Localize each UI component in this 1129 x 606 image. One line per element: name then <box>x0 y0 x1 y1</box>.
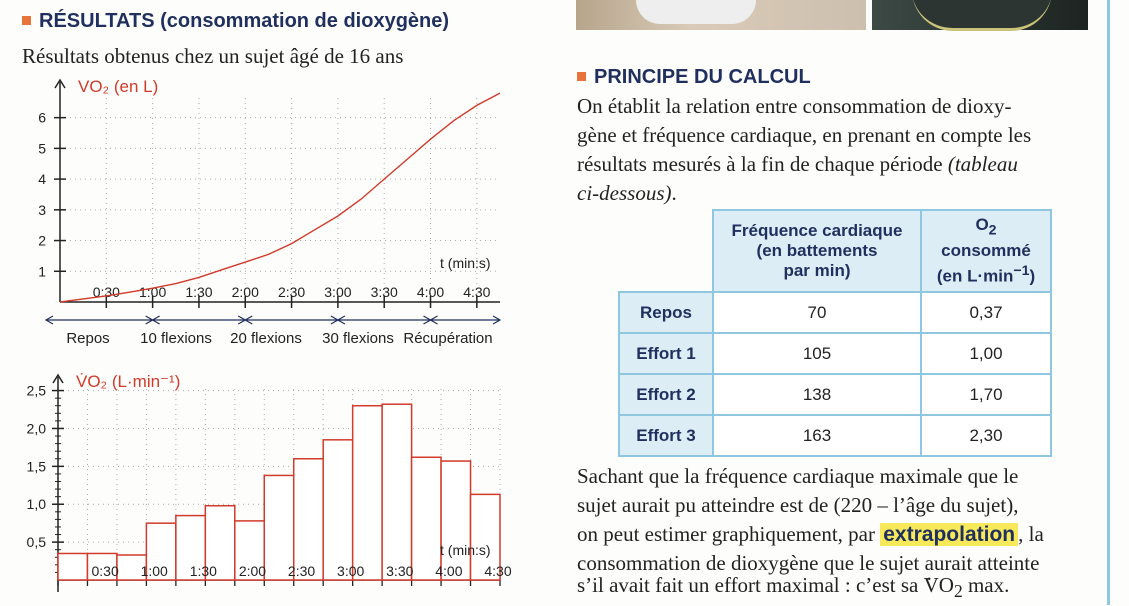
chart2-y-tick-label: 2,5 <box>26 382 46 399</box>
chart1-y-tick-label: 2 <box>38 232 46 249</box>
chart1-y-tick-label: 1 <box>38 263 46 280</box>
chart1-ylabel: VO₂ (en L) <box>78 77 159 96</box>
chart1-xlabel: t (min:s) <box>440 255 491 271</box>
extrapolation-highlight: extrapolation <box>880 523 1018 546</box>
header-heart-rate <box>713 210 921 292</box>
chart2-xlabel: t (min:s) <box>440 542 491 558</box>
chart2-y-tick-label: 0,5 <box>26 534 46 551</box>
chart2-x-tick-label: 2:00 <box>238 563 267 579</box>
cell-heart-rate: 138 <box>713 374 921 415</box>
header-heart-rate-l3: par min) <box>783 261 851 280</box>
cell-heart-rate: 163 <box>713 415 921 456</box>
chart1-x-tick-label: 3:30 <box>370 284 398 300</box>
chart2-bar <box>58 553 87 580</box>
vo2-sub: 2 <box>953 581 963 602</box>
chart2-bar <box>353 406 382 580</box>
vo2-cumulative-chart <box>0 70 540 350</box>
header-o2-close: ) <box>1029 266 1036 286</box>
row-label: Repos <box>619 292 713 333</box>
chart2-x-tick-label: 4:30 <box>484 563 512 579</box>
para2-line5-a: s’il avait fait un effort maximal : c’est sa <box>577 573 924 597</box>
header-heart-rate-l2: (en battements <box>756 241 878 260</box>
table-row <box>619 374 1051 415</box>
period-labels <box>0 312 540 352</box>
chart2-x-tick-label: 3:00 <box>337 563 365 579</box>
chart1-y-tick-label: 5 <box>38 140 46 157</box>
row-label: Effort 3 <box>619 415 713 456</box>
device-shape <box>912 0 1052 31</box>
header-heart-rate-l1: Fréquence cardiaque <box>731 221 903 240</box>
chart2-x-tick-label: 1:00 <box>140 563 168 579</box>
shoe-shape <box>636 0 756 24</box>
cell-heart-rate: 105 <box>713 333 921 374</box>
para2-line5 <box>577 571 1009 606</box>
table-row <box>619 292 1051 333</box>
para1-end: . <box>671 181 677 205</box>
table-header-row <box>619 210 1051 292</box>
table-corner <box>619 210 713 292</box>
chart1-series-line <box>60 93 500 302</box>
para2-line5-b: max. <box>962 573 1010 597</box>
chart1-x-tick-label: 4:30 <box>463 284 491 300</box>
period-label: 10 flexions <box>140 330 212 347</box>
chart1-x-tick-label: 0:30 <box>92 284 120 300</box>
period-label: Repos <box>66 330 110 347</box>
chart1-x-tick-label: 4:00 <box>416 284 445 300</box>
bullet-square-icon <box>22 16 31 25</box>
header-o2-l3-text: (en L·min <box>936 266 1014 286</box>
cell-o2: 0,37 <box>921 292 1051 333</box>
chart2-x-tick-label: 3:30 <box>386 563 414 579</box>
chart1-x-tick-label: 1:30 <box>185 284 213 300</box>
para2-line3-a: on peut estimer graphiquement, par <box>577 522 881 546</box>
chart2-bar <box>294 459 323 580</box>
para2-line2: sujet aurait pu atteindre est de (220 – l’âge du sujet), <box>577 493 1019 517</box>
header-o2-l2: consommé <box>941 240 1031 260</box>
para2-line3 <box>577 520 1044 549</box>
period-label: 20 flexions <box>230 330 302 347</box>
chart2-y-tick-label: 1,0 <box>26 496 46 513</box>
chart1-x-tick-label: 2:00 <box>231 284 259 300</box>
chart2-bar <box>323 440 352 580</box>
header-o2-l1 <box>930 215 1042 240</box>
para2-line3-b: , la <box>1018 522 1044 546</box>
cell-o2: 2,30 <box>921 415 1051 456</box>
chart2-x-tick-label: 1:30 <box>189 563 217 579</box>
vo2-symbol: . VO <box>924 573 954 597</box>
para1-line4 <box>577 179 677 208</box>
period-arrows <box>0 312 540 352</box>
chart2-y-tick-label: 2,0 <box>26 420 46 437</box>
chart2-x-tick-label: 0:30 <box>91 563 119 579</box>
para1-italic-b: ci-dessous) <box>577 181 672 205</box>
results-heading-rest: (consommation de dioxygène) <box>154 10 450 32</box>
header-o2-l3 <box>930 261 1042 287</box>
vo2-rate-chart <box>0 365 540 605</box>
page-edge-rule <box>1107 0 1110 605</box>
period-label: 30 flexions <box>322 330 394 347</box>
para1-line3-text: résultats mesurés à la fin de chaque période <box>577 152 943 176</box>
para1-line2: gène et fréquence cardiaque, en prenant en compte les <box>577 123 1032 147</box>
chart2-bar <box>412 457 441 580</box>
chart1-x-tick-label: 2:30 <box>277 284 306 300</box>
table-row <box>619 415 1051 456</box>
header-o2-o: O <box>975 215 989 235</box>
principle-heading <box>577 66 811 89</box>
chart1-y-tick-label: 3 <box>38 201 46 218</box>
bullet-square-icon <box>577 72 586 81</box>
chart1-y-tick-label: 4 <box>38 171 46 188</box>
para2-line1: Sachant que la fréquence cardiaque maximale que le <box>577 464 1019 488</box>
chart2-x-tick-label: 2:30 <box>287 563 316 579</box>
para2-line4: consommation de dioxygène que le sujet aurait atteinte <box>577 551 1040 575</box>
para1-italic-a: (tableau <box>947 152 1018 176</box>
table-row <box>619 333 1051 374</box>
chart2-ylabel: V̇O₂ (L·min⁻¹) <box>76 372 181 391</box>
row-label: Effort 2 <box>619 374 713 415</box>
period-label: Récupération <box>403 330 493 347</box>
chart2-x-tick-label: 4:00 <box>435 563 463 579</box>
chart2-bar <box>382 404 414 580</box>
results-heading-bold: RÉSULTATS <box>39 10 155 32</box>
chart1-x-tick-label: 1:00 <box>139 284 167 300</box>
chart1-y-tick-label: 6 <box>38 109 46 126</box>
para1-line3 <box>577 150 1018 179</box>
results-heading <box>22 10 449 33</box>
header-o2 <box>921 210 1051 292</box>
para1-line1: On établit la relation entre consommation de dioxy- <box>577 94 1012 118</box>
header-o2-sub: 2 <box>988 222 997 239</box>
chart2-y-tick-label: 1,5 <box>26 458 46 475</box>
shoe-photo <box>576 0 866 30</box>
results-table <box>618 209 1052 457</box>
cell-o2: 1,00 <box>921 333 1051 374</box>
device-photo <box>872 0 1088 30</box>
row-label: Effort 1 <box>619 333 713 374</box>
header-o2-sup: −1 <box>1013 262 1030 279</box>
chart1-x-tick-label: 3:00 <box>324 284 352 300</box>
cell-heart-rate: 70 <box>713 292 921 333</box>
principle-heading-text: PRINCIPE DU CALCUL <box>594 66 811 88</box>
cell-o2: 1,70 <box>921 374 1051 415</box>
results-subtitle: Résultats obtenus chez un sujet âgé de 16 ans <box>22 44 404 68</box>
